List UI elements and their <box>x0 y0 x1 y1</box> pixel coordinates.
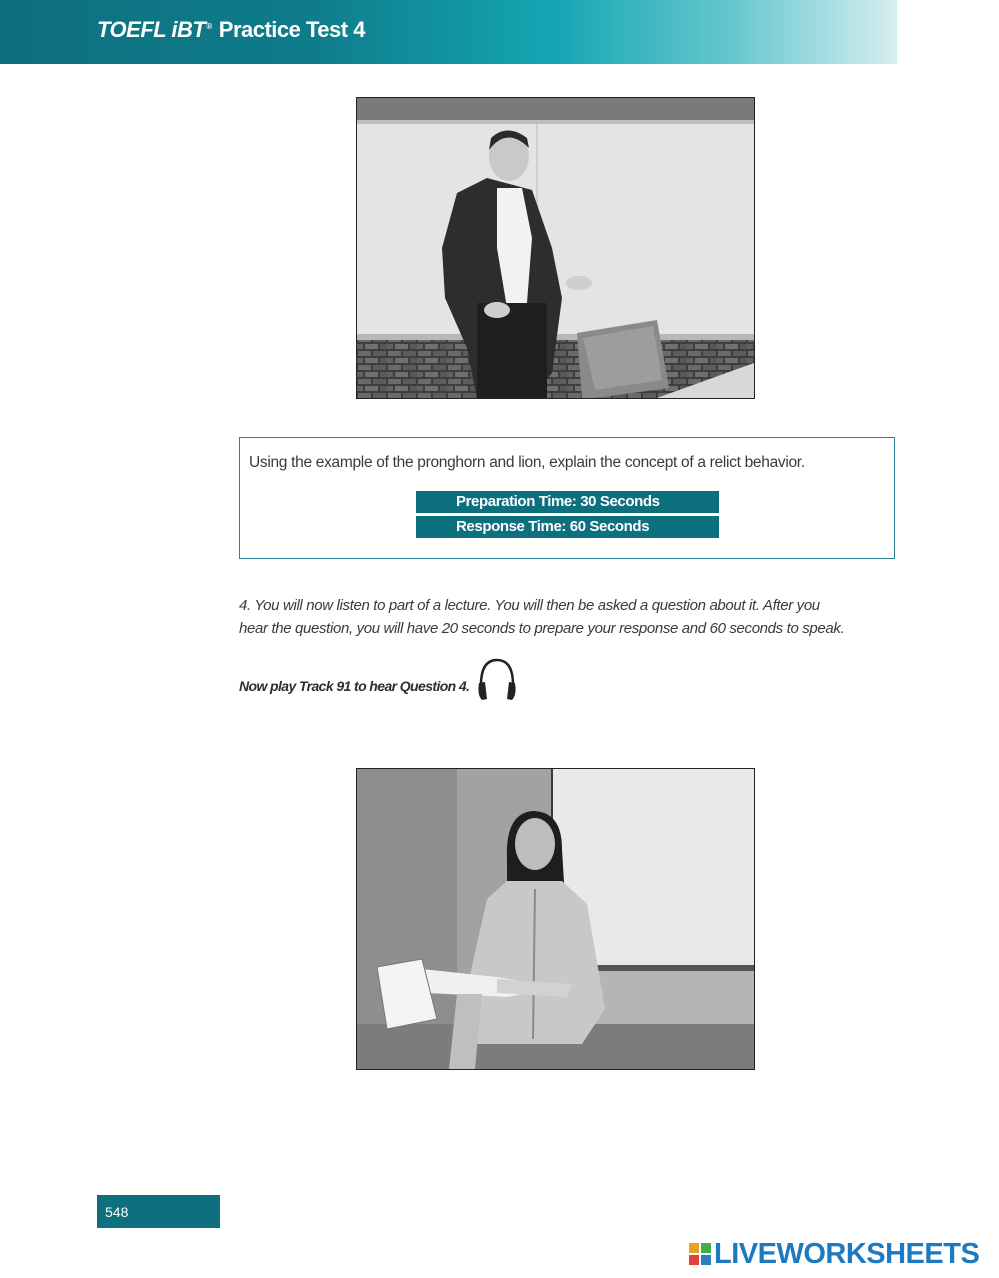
practice-test-title: Practice Test 4 <box>218 17 365 42</box>
speaking-question: Using the example of the pronghorn and lion, explain the concept of a relict behavior. <box>249 454 805 471</box>
instructions-line-1: 4. You will now listen to part of a lecture. You will then be asked a question about it. After you <box>239 597 820 614</box>
logo-grid-icon <box>689 1243 711 1265</box>
brand-name: TOEFL iBT <box>97 17 206 42</box>
question-box <box>239 437 895 559</box>
header-title <box>97 17 365 43</box>
registered-mark: ® <box>206 21 212 31</box>
lecturer-woman-photo <box>356 768 755 1070</box>
task-instructions <box>239 594 904 640</box>
instructions-line-2: hear the question, you will have 20 seconds to prepare your response and 60 seconds to speak. <box>239 620 845 637</box>
header-band <box>0 0 897 64</box>
response-time-bar: Response Time: 60 Seconds <box>416 516 719 538</box>
lecturer-man-photo <box>356 97 755 399</box>
headphones-icon[interactable] <box>474 655 520 705</box>
liveworksheets-wordmark: LIVEWORKSHEETS <box>714 1238 980 1270</box>
page-number-box <box>97 1195 220 1228</box>
page-number: 548 <box>105 1204 129 1220</box>
preparation-time-bar: Preparation Time: 30 Seconds <box>416 491 719 513</box>
play-track-instruction: Now play Track 91 to hear Question 4. <box>239 678 470 694</box>
man-photo-illustration <box>357 98 754 398</box>
woman-photo-illustration <box>357 769 754 1069</box>
